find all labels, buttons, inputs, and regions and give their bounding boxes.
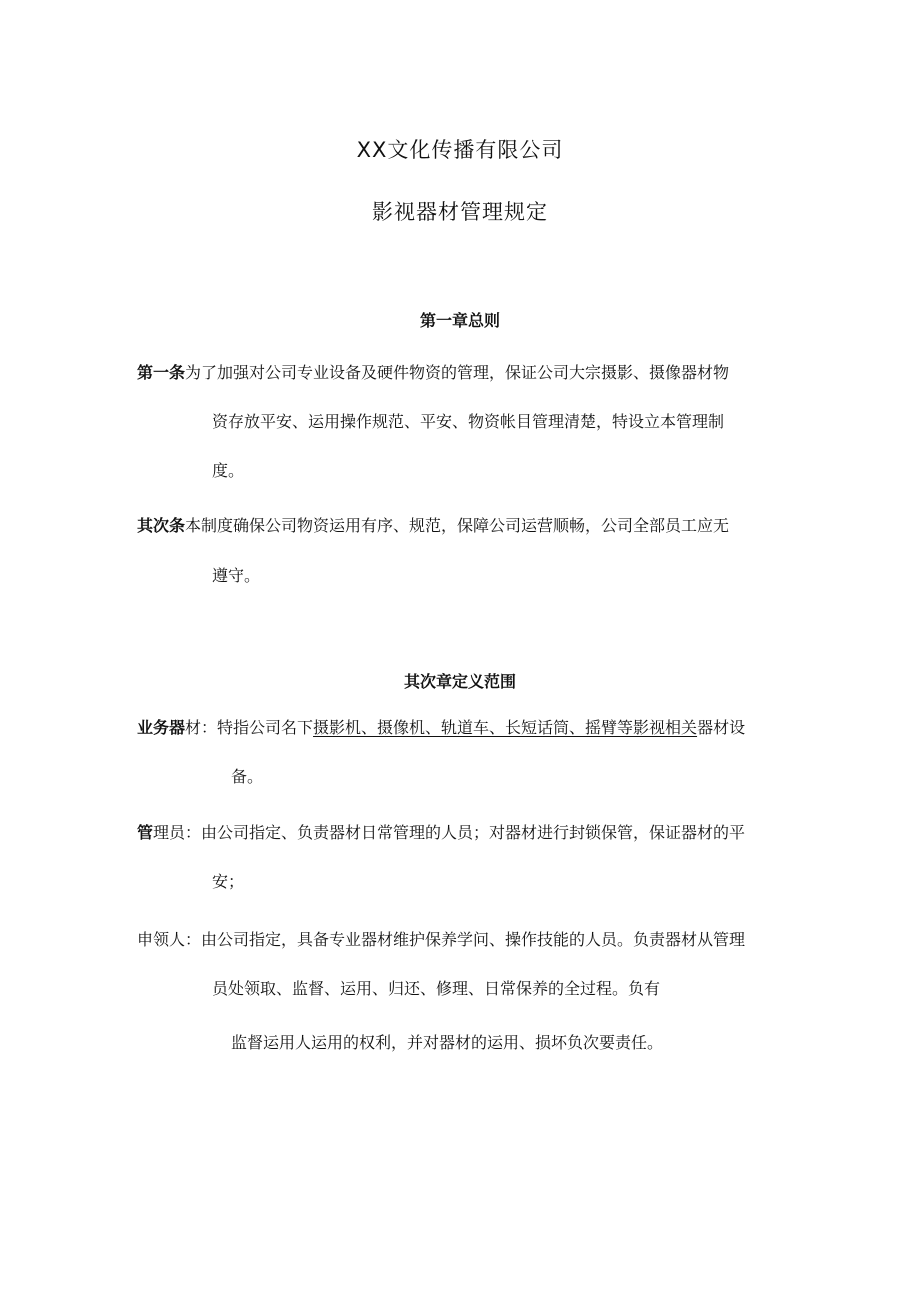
definition-3-line-1 [137,929,745,951]
article-2-label: 其次条 [137,516,186,535]
definition-1-underlined-text: 摄影机、摄像机、轨道车、长短话筒、摇臂等影视相关 [313,718,698,737]
chapter-1-heading: 第一章总则 [419,311,500,330]
definition-1-line-2: 备。 [231,767,264,786]
article-2-line-2: 遵守。 [212,566,261,585]
definition-2-label-bold: 管 [137,823,154,842]
definition-2-line-2: 安； [212,872,245,891]
definition-3-text-1: 由公司指定，具备专业器材维护保养学问、操作技能的人员。负责器材从管理 [201,930,746,949]
definition-3-line-3: 监督运用人运用的权利，并对器材的运用、损坏负次要责任。 [231,1033,664,1052]
definition-1-text-post: 器材设 [697,718,746,737]
article-1-line-3: 度。 [212,461,245,480]
article-1-text-1: 为了加强对公司专业设备及硬件物资的管理，保证公司大宗摄影、摄像器材物 [185,363,730,382]
chapter-2-heading: 其次章定义范围 [403,672,516,691]
definition-2-line-1 [137,822,745,844]
definition-2-text-1: 由公司指定、负责器材日常管理的人员；对器材进行封锁保管，保证器材的平 [201,823,746,842]
article-1-line-1 [137,362,729,384]
document-title: 影视器材管理规定 [372,200,548,224]
article-1-line-2: 资存放平安、运用操作规范、平安、物资帐目管理清楚，特设立本管理制 [212,412,725,431]
company-title: XX文化传播有限公司 [356,138,564,162]
definition-1-line-1 [137,717,745,739]
definition-1-text-pre: 特指公司名下 [217,718,314,737]
definition-1-label-bold: 业务器 [137,718,186,737]
definition-3-line-2: 员处领取、监督、运用、归还、修理、日常保养的全过程。负有 [212,979,661,998]
article-2-line-1 [137,515,729,537]
definition-3-label: 申领人： [137,930,202,949]
definition-1-label-rest: 材： [185,718,218,737]
article-2-text-1: 本制度确保公司物资运用有序、规范，保障公司运营顺畅，公司全部员工应无 [185,516,730,535]
article-1-label: 第一条 [137,363,186,382]
definition-2-label-rest: 理员： [153,823,202,842]
